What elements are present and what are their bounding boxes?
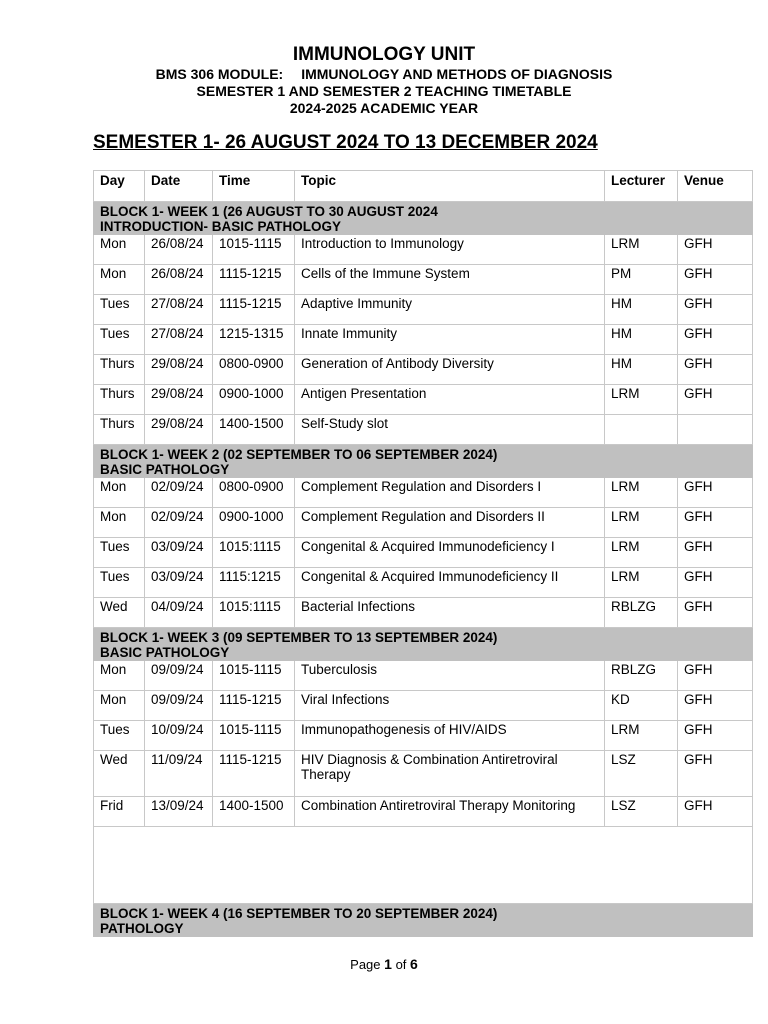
col-header-time: Time	[213, 171, 295, 202]
table-row	[94, 568, 753, 598]
date-cell: 09/09/24	[145, 661, 213, 691]
venue-cell: GFH	[678, 661, 753, 691]
col-header-lecturer: Lecturer	[605, 171, 678, 202]
venue-cell: GFH	[678, 355, 753, 385]
table-row	[94, 721, 753, 751]
lecturer-cell: PM	[605, 265, 678, 295]
unit-title: IMMUNOLOGY UNIT	[292, 44, 476, 65]
venue-cell: GFH	[678, 568, 753, 598]
topic-cell: Bacterial Infections	[295, 598, 605, 628]
date-cell: 09/09/24	[145, 691, 213, 721]
block-title: BLOCK 1- WEEK 4 (16 SEPTEMBER TO 20 SEPTEMBER 2024)	[100, 906, 498, 921]
time-cell: 0800-0900	[213, 355, 295, 385]
date-cell: 29/08/24	[145, 415, 213, 445]
topic-cell: Innate Immunity	[295, 325, 605, 355]
semester-title: SEMESTER 1- 26 AUGUST 2024 TO 13 DECEMBER 2024	[93, 132, 598, 153]
table-row	[94, 355, 753, 385]
block-header-cell	[94, 628, 753, 661]
day-cell: Tues	[94, 538, 145, 568]
day-cell: Mon	[94, 691, 145, 721]
lecturer-cell: HM	[605, 355, 678, 385]
topic-cell: Congenital & Acquired Immunodeficiency I	[295, 538, 605, 568]
timetable	[93, 170, 753, 937]
day-cell: Thurs	[94, 385, 145, 415]
day-cell: Thurs	[94, 415, 145, 445]
topic-cell: Complement Regulation and Disorders I	[295, 478, 605, 508]
time-cell: 1115:1215	[213, 568, 295, 598]
time-cell: 0800-0900	[213, 478, 295, 508]
venue-cell: GFH	[678, 751, 753, 797]
block-header-row	[94, 628, 753, 661]
page-total: 6	[410, 956, 418, 972]
time-cell: 0900-1000	[213, 385, 295, 415]
table-row	[94, 325, 753, 355]
date-cell: 29/08/24	[145, 385, 213, 415]
time-cell: 1015-1115	[213, 661, 295, 691]
topic-cell: Complement Regulation and Disorders II	[295, 508, 605, 538]
block-title: BLOCK 1- WEEK 2 (02 SEPTEMBER TO 06 SEPTEMBER 2024)	[100, 447, 498, 462]
topic-cell: Generation of Antibody Diversity	[295, 355, 605, 385]
block-subtitle: INTRODUCTION- BASIC PATHOLOGY	[100, 219, 341, 234]
time-cell: 1115-1215	[213, 295, 295, 325]
lecturer-cell: RBLZG	[605, 598, 678, 628]
page-current: 1	[384, 956, 392, 972]
timetable-title: SEMESTER 1 AND SEMESTER 2 TEACHING TIMETABLE	[196, 83, 572, 99]
venue-cell: GFH	[678, 295, 753, 325]
time-cell: 0900-1000	[213, 508, 295, 538]
topic-cell: Adaptive Immunity	[295, 295, 605, 325]
topic-cell: Introduction to Immunology	[295, 235, 605, 265]
table-row	[94, 478, 753, 508]
venue-cell: GFH	[678, 508, 753, 538]
lecturer-cell: LRM	[605, 508, 678, 538]
time-cell: 1015:1115	[213, 538, 295, 568]
day-cell: Mon	[94, 508, 145, 538]
module-line	[0, 66, 768, 83]
venue-cell: GFH	[678, 235, 753, 265]
block-header-row	[94, 202, 753, 235]
lecturer-cell: LRM	[605, 235, 678, 265]
col-header-venue: Venue	[678, 171, 753, 202]
date-cell: 03/09/24	[145, 538, 213, 568]
table-row	[94, 265, 753, 295]
table-row	[94, 538, 753, 568]
date-cell: 04/09/24	[145, 598, 213, 628]
lecturer-cell: HM	[605, 325, 678, 355]
col-header-topic: Topic	[295, 171, 605, 202]
day-cell: Tues	[94, 295, 145, 325]
date-cell: 26/08/24	[145, 235, 213, 265]
topic-cell: Combination Antiretroviral Therapy Monitoring	[295, 797, 605, 827]
day-cell: Tues	[94, 721, 145, 751]
empty-row	[94, 827, 753, 904]
time-cell: 1115-1215	[213, 691, 295, 721]
lecturer-cell: LRM	[605, 478, 678, 508]
table-row	[94, 598, 753, 628]
lecturer-cell: LRM	[605, 721, 678, 751]
block-title: BLOCK 1- WEEK 3 (09 SEPTEMBER TO 13 SEPTEMBER 2024)	[100, 630, 498, 645]
day-cell: Thurs	[94, 355, 145, 385]
venue-cell: GFH	[678, 598, 753, 628]
time-cell: 1015-1115	[213, 721, 295, 751]
block-header-cell	[94, 445, 753, 478]
venue-cell: GFH	[678, 325, 753, 355]
lecturer-cell: LRM	[605, 538, 678, 568]
time-cell: 1015:1115	[213, 598, 295, 628]
time-cell: 1115-1215	[213, 751, 295, 797]
topic-cell: Tuberculosis	[295, 661, 605, 691]
module-code: BMS 306 MODULE:	[155, 66, 284, 82]
table-row	[94, 415, 753, 445]
table-row	[94, 385, 753, 415]
date-cell: 10/09/24	[145, 721, 213, 751]
block-header-row	[94, 445, 753, 478]
day-cell: Mon	[94, 478, 145, 508]
lecturer-cell: LRM	[605, 385, 678, 415]
document-header	[0, 44, 768, 117]
topic-cell: Viral Infections	[295, 691, 605, 721]
lecturer-cell: HM	[605, 295, 678, 325]
table-row	[94, 661, 753, 691]
date-cell: 03/09/24	[145, 568, 213, 598]
col-header-day: Day	[94, 171, 145, 202]
day-cell: Wed	[94, 751, 145, 797]
page-label: Page	[350, 957, 381, 972]
day-cell: Frid	[94, 797, 145, 827]
lecturer-cell: LSZ	[605, 797, 678, 827]
page-footer	[0, 956, 768, 972]
of-label: of	[395, 957, 407, 972]
table-row	[94, 295, 753, 325]
lecturer-cell: RBLZG	[605, 661, 678, 691]
topic-cell: Immunopathogenesis of HIV/AIDS	[295, 721, 605, 751]
topic-cell: HIV Diagnosis & Combination Antiretroviral Therapy	[295, 751, 605, 797]
table-header-row	[94, 171, 753, 202]
block-subtitle: BASIC PATHOLOGY	[100, 645, 230, 660]
time-cell: 1400-1500	[213, 415, 295, 445]
date-cell: 02/09/24	[145, 508, 213, 538]
date-cell: 26/08/24	[145, 265, 213, 295]
col-header-date: Date	[145, 171, 213, 202]
day-cell: Mon	[94, 661, 145, 691]
venue-cell: GFH	[678, 797, 753, 827]
empty-cell	[94, 827, 753, 904]
block-header-cell	[94, 904, 753, 937]
date-cell: 27/08/24	[145, 325, 213, 355]
block-subtitle: BASIC PATHOLOGY	[100, 462, 230, 477]
topic-cell: Antigen Presentation	[295, 385, 605, 415]
venue-cell: GFH	[678, 691, 753, 721]
date-cell: 13/09/24	[145, 797, 213, 827]
day-cell: Mon	[94, 235, 145, 265]
day-cell: Tues	[94, 325, 145, 355]
day-cell: Mon	[94, 265, 145, 295]
lecturer-cell: KD	[605, 691, 678, 721]
table-row	[94, 751, 753, 797]
venue-cell: GFH	[678, 385, 753, 415]
lecturer-cell: LRM	[605, 568, 678, 598]
venue-cell: GFH	[678, 265, 753, 295]
academic-year: 2024-2025 ACADEMIC YEAR	[289, 100, 479, 116]
table-row	[94, 508, 753, 538]
time-cell: 1015-1115	[213, 235, 295, 265]
day-cell: Tues	[94, 568, 145, 598]
table-row	[94, 235, 753, 265]
day-cell: Wed	[94, 598, 145, 628]
time-cell: 1215-1315	[213, 325, 295, 355]
block-title: BLOCK 1- WEEK 1 (26 AUGUST TO 30 AUGUST 2024	[100, 204, 438, 219]
table-row	[94, 797, 753, 827]
topic-cell: Cells of the Immune System	[295, 265, 605, 295]
block-header-cell	[94, 202, 753, 235]
date-cell: 02/09/24	[145, 478, 213, 508]
time-cell: 1115-1215	[213, 265, 295, 295]
topic-cell: Congenital & Acquired Immunodeficiency II	[295, 568, 605, 598]
timetable-body	[94, 202, 753, 937]
module-name: IMMUNOLOGY AND METHODS OF DIAGNOSIS	[301, 66, 613, 82]
date-cell: 27/08/24	[145, 295, 213, 325]
lecturer-cell: LSZ	[605, 751, 678, 797]
block-subtitle: PATHOLOGY	[100, 921, 184, 936]
venue-cell: GFH	[678, 721, 753, 751]
table-row	[94, 691, 753, 721]
venue-cell: GFH	[678, 478, 753, 508]
date-cell: 29/08/24	[145, 355, 213, 385]
time-cell: 1400-1500	[213, 797, 295, 827]
date-cell: 11/09/24	[145, 751, 213, 797]
block-header-row	[94, 904, 753, 937]
venue-cell: GFH	[678, 538, 753, 568]
venue-cell	[678, 415, 753, 445]
topic-cell: Self-Study slot	[295, 415, 605, 445]
lecturer-cell	[605, 415, 678, 445]
